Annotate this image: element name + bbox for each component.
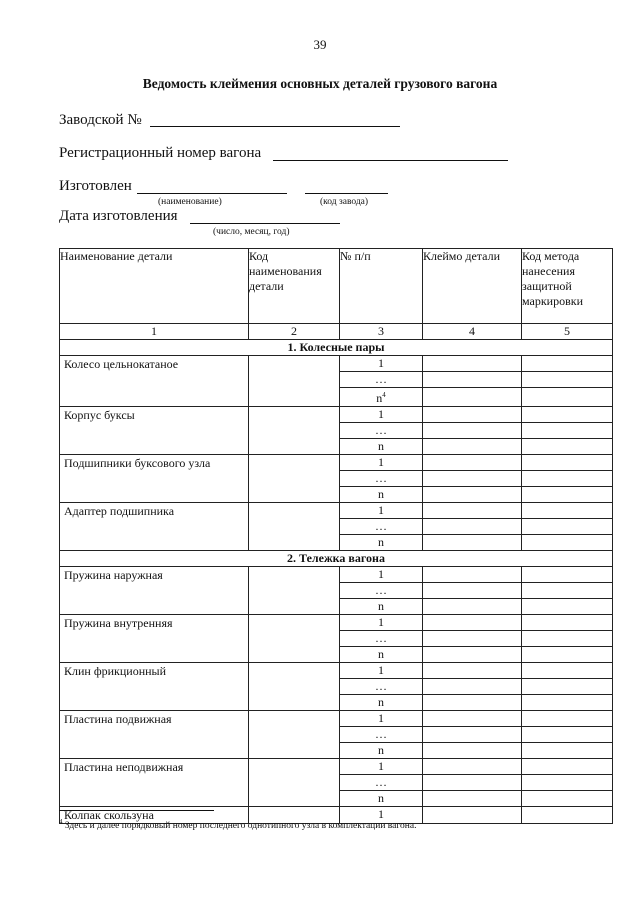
marking-code-cell xyxy=(522,503,613,519)
marking-code-cell xyxy=(522,807,613,824)
stamp-cell xyxy=(423,679,522,695)
stamp-cell xyxy=(423,727,522,743)
marking-code-cell xyxy=(522,407,613,423)
marking-code-cell xyxy=(522,583,613,599)
stamp-cell xyxy=(423,372,522,388)
name-code-cell xyxy=(249,356,340,407)
serial-number: 1 xyxy=(378,807,384,821)
marking-code-cell xyxy=(522,615,613,631)
registration-number-line xyxy=(273,160,508,161)
serial-number-cell xyxy=(340,439,423,455)
marking-code-cell xyxy=(522,759,613,775)
manufacturer-name-line xyxy=(137,193,287,194)
part-name: Колесо цельнокатаное xyxy=(60,356,249,407)
column-number-row xyxy=(60,324,613,340)
marking-code-cell xyxy=(522,791,613,807)
serial-number-cell xyxy=(340,679,423,695)
serial-number: n xyxy=(378,535,384,549)
stamp-cell xyxy=(423,631,522,647)
stamp-cell xyxy=(423,807,522,824)
stamp-cell xyxy=(423,503,522,519)
footnote-mark: 4 xyxy=(382,391,386,399)
part-name: Корпус буксы xyxy=(60,407,249,455)
part-name: Пластина неподвижная xyxy=(60,759,249,807)
serial-number-cell xyxy=(340,631,423,647)
serial-number: n xyxy=(376,391,383,405)
factory-number-label: Заводской № xyxy=(59,112,142,128)
serial-number: n xyxy=(378,439,384,453)
serial-number-cell xyxy=(340,775,423,791)
marking-code-cell xyxy=(522,647,613,663)
serial-number-cell xyxy=(340,727,423,743)
serial-number: … xyxy=(375,631,387,645)
column-number: 5 xyxy=(522,324,613,340)
manufacture-date-line xyxy=(190,223,340,224)
stamp-cell xyxy=(423,711,522,727)
name-code-cell xyxy=(249,759,340,807)
marking-code-cell xyxy=(522,455,613,471)
stamp-cell xyxy=(423,647,522,663)
table-header-row xyxy=(60,249,613,324)
stamp-cell xyxy=(423,519,522,535)
stamp-cell xyxy=(423,535,522,551)
serial-number: 1 xyxy=(378,615,384,629)
serial-number-cell xyxy=(340,519,423,535)
marking-code-cell xyxy=(522,535,613,551)
serial-number-cell xyxy=(340,615,423,631)
serial-number: n xyxy=(378,487,384,501)
stamp-cell xyxy=(423,423,522,439)
serial-number-cell xyxy=(340,743,423,759)
serial-number: … xyxy=(375,423,387,437)
manufactured-label: Изготовлен xyxy=(59,178,132,194)
column-number: 3 xyxy=(340,324,423,340)
serial-number-cell xyxy=(340,583,423,599)
stamp-cell xyxy=(423,663,522,679)
marking-code-cell xyxy=(522,423,613,439)
serial-number-cell xyxy=(340,487,423,503)
table-row xyxy=(60,711,613,727)
stamp-cell xyxy=(423,775,522,791)
serial-number: 1 xyxy=(378,407,384,421)
serial-number-cell xyxy=(340,599,423,615)
serial-number: 1 xyxy=(378,663,384,677)
serial-number-cell xyxy=(340,759,423,775)
serial-number-cell xyxy=(340,503,423,519)
serial-number-cell xyxy=(340,423,423,439)
serial-number: … xyxy=(375,519,387,533)
marking-code-cell xyxy=(522,599,613,615)
name-code-cell xyxy=(249,663,340,711)
table-row xyxy=(60,759,613,775)
serial-number: 1 xyxy=(378,759,384,773)
name-code-cell xyxy=(249,567,340,615)
serial-number-cell xyxy=(340,791,423,807)
marking-code-cell xyxy=(522,695,613,711)
serial-number: n xyxy=(378,599,384,613)
stamp-cell xyxy=(423,759,522,775)
marking-code-cell xyxy=(522,679,613,695)
header-serial-number: № п/п xyxy=(340,249,423,324)
stamp-cell xyxy=(423,743,522,759)
part-name: Пружина внутренняя xyxy=(60,615,249,663)
serial-number: 1 xyxy=(378,711,384,725)
table-row xyxy=(60,663,613,679)
section-title: 2. Тележка вагона xyxy=(60,551,613,567)
section-row xyxy=(60,340,613,356)
stamp-cell xyxy=(423,567,522,583)
column-number: 2 xyxy=(249,324,340,340)
header-part-name: Наименование детали xyxy=(60,249,249,324)
serial-number-cell xyxy=(340,388,423,407)
marking-table xyxy=(59,248,613,824)
name-code-cell xyxy=(249,503,340,551)
marking-code-cell xyxy=(522,775,613,791)
marking-code-cell xyxy=(522,471,613,487)
stamp-cell xyxy=(423,695,522,711)
serial-number: … xyxy=(375,583,387,597)
serial-number: n xyxy=(378,695,384,709)
serial-number-cell xyxy=(340,356,423,372)
page-number: 39 xyxy=(313,37,327,52)
table-row xyxy=(60,503,613,519)
caption-name: (наименование) xyxy=(158,197,222,207)
stamp-cell xyxy=(423,356,522,372)
table-row xyxy=(60,615,613,631)
stamp-cell xyxy=(423,455,522,471)
caption-factory-code: (код завода) xyxy=(320,197,369,207)
name-code-cell xyxy=(249,455,340,503)
serial-number: … xyxy=(375,679,387,693)
factory-code-line xyxy=(305,193,388,194)
serial-number: n xyxy=(378,647,384,661)
serial-number-cell xyxy=(340,407,423,423)
part-name: Колпак скользуна xyxy=(60,807,249,824)
marking-code-cell xyxy=(522,356,613,372)
serial-number-cell xyxy=(340,372,423,388)
marking-code-cell xyxy=(522,567,613,583)
marking-code-cell xyxy=(522,372,613,388)
serial-number: n xyxy=(378,791,384,805)
serial-number-cell xyxy=(340,567,423,583)
stamp-cell xyxy=(423,583,522,599)
stamp-cell xyxy=(423,615,522,631)
serial-number: 1 xyxy=(378,567,384,581)
serial-number-cell xyxy=(340,535,423,551)
marking-code-cell xyxy=(522,743,613,759)
serial-number-cell xyxy=(340,647,423,663)
footnote xyxy=(59,818,416,831)
marking-code-cell xyxy=(522,663,613,679)
serial-number: … xyxy=(375,727,387,741)
section-title: 1. Колесные пары xyxy=(60,340,613,356)
section-row xyxy=(60,551,613,567)
table-row xyxy=(60,567,613,583)
serial-number: n xyxy=(378,743,384,757)
serial-number-cell xyxy=(340,455,423,471)
footnote-text: Здесь и далее порядковый номер последнего однотипного узла в комплектации вагона. xyxy=(62,821,417,832)
factory-number-line xyxy=(150,126,400,127)
serial-number: … xyxy=(375,372,387,386)
manufacture-date-label: Дата изготовления xyxy=(59,208,178,224)
name-code-cell xyxy=(249,615,340,663)
stamp-cell xyxy=(423,407,522,423)
footnote-mark: 4 xyxy=(59,818,63,826)
stamp-cell xyxy=(423,388,522,407)
registration-number-label: Регистрационный номер вагона xyxy=(59,145,262,161)
marking-code-cell xyxy=(522,711,613,727)
stamp-cell xyxy=(423,599,522,615)
marking-code-cell xyxy=(522,487,613,503)
serial-number-cell xyxy=(340,663,423,679)
stamp-cell xyxy=(423,439,522,455)
header-name-code: Код наименования детали xyxy=(249,249,340,324)
stamp-cell xyxy=(423,791,522,807)
serial-number: 1 xyxy=(378,356,384,370)
serial-number: 1 xyxy=(378,503,384,517)
header-part-stamp: Клеймо детали xyxy=(423,249,522,324)
serial-number: … xyxy=(375,471,387,485)
footnote-separator xyxy=(59,810,214,811)
serial-number-cell xyxy=(340,471,423,487)
table-row xyxy=(60,407,613,423)
part-name: Клин фрикционный xyxy=(60,663,249,711)
marking-code-cell xyxy=(522,727,613,743)
part-name: Пружина наружная xyxy=(60,567,249,615)
serial-number: … xyxy=(375,775,387,789)
part-name: Пластина подвижная xyxy=(60,711,249,759)
marking-code-cell xyxy=(522,631,613,647)
stamp-cell xyxy=(423,471,522,487)
column-number: 1 xyxy=(60,324,249,340)
caption-date: (число, месяц, год) xyxy=(213,227,290,237)
part-name: Подшипники буксового узла xyxy=(60,455,249,503)
serial-number: 1 xyxy=(378,455,384,469)
part-name: Адаптер подшипника xyxy=(60,503,249,551)
header-marking-method-code: Код метода нанесения защитной маркировки xyxy=(522,249,613,324)
serial-number-cell xyxy=(340,695,423,711)
marking-code-cell xyxy=(522,519,613,535)
table-row xyxy=(60,356,613,372)
name-code-cell xyxy=(249,711,340,759)
document-title: Ведомость клеймения основных деталей грузового вагона xyxy=(142,76,498,91)
marking-code-cell xyxy=(522,439,613,455)
name-code-cell xyxy=(249,407,340,455)
marking-code-cell xyxy=(522,388,613,407)
table-row xyxy=(60,455,613,471)
serial-number-cell xyxy=(340,711,423,727)
stamp-cell xyxy=(423,487,522,503)
column-number: 4 xyxy=(423,324,522,340)
